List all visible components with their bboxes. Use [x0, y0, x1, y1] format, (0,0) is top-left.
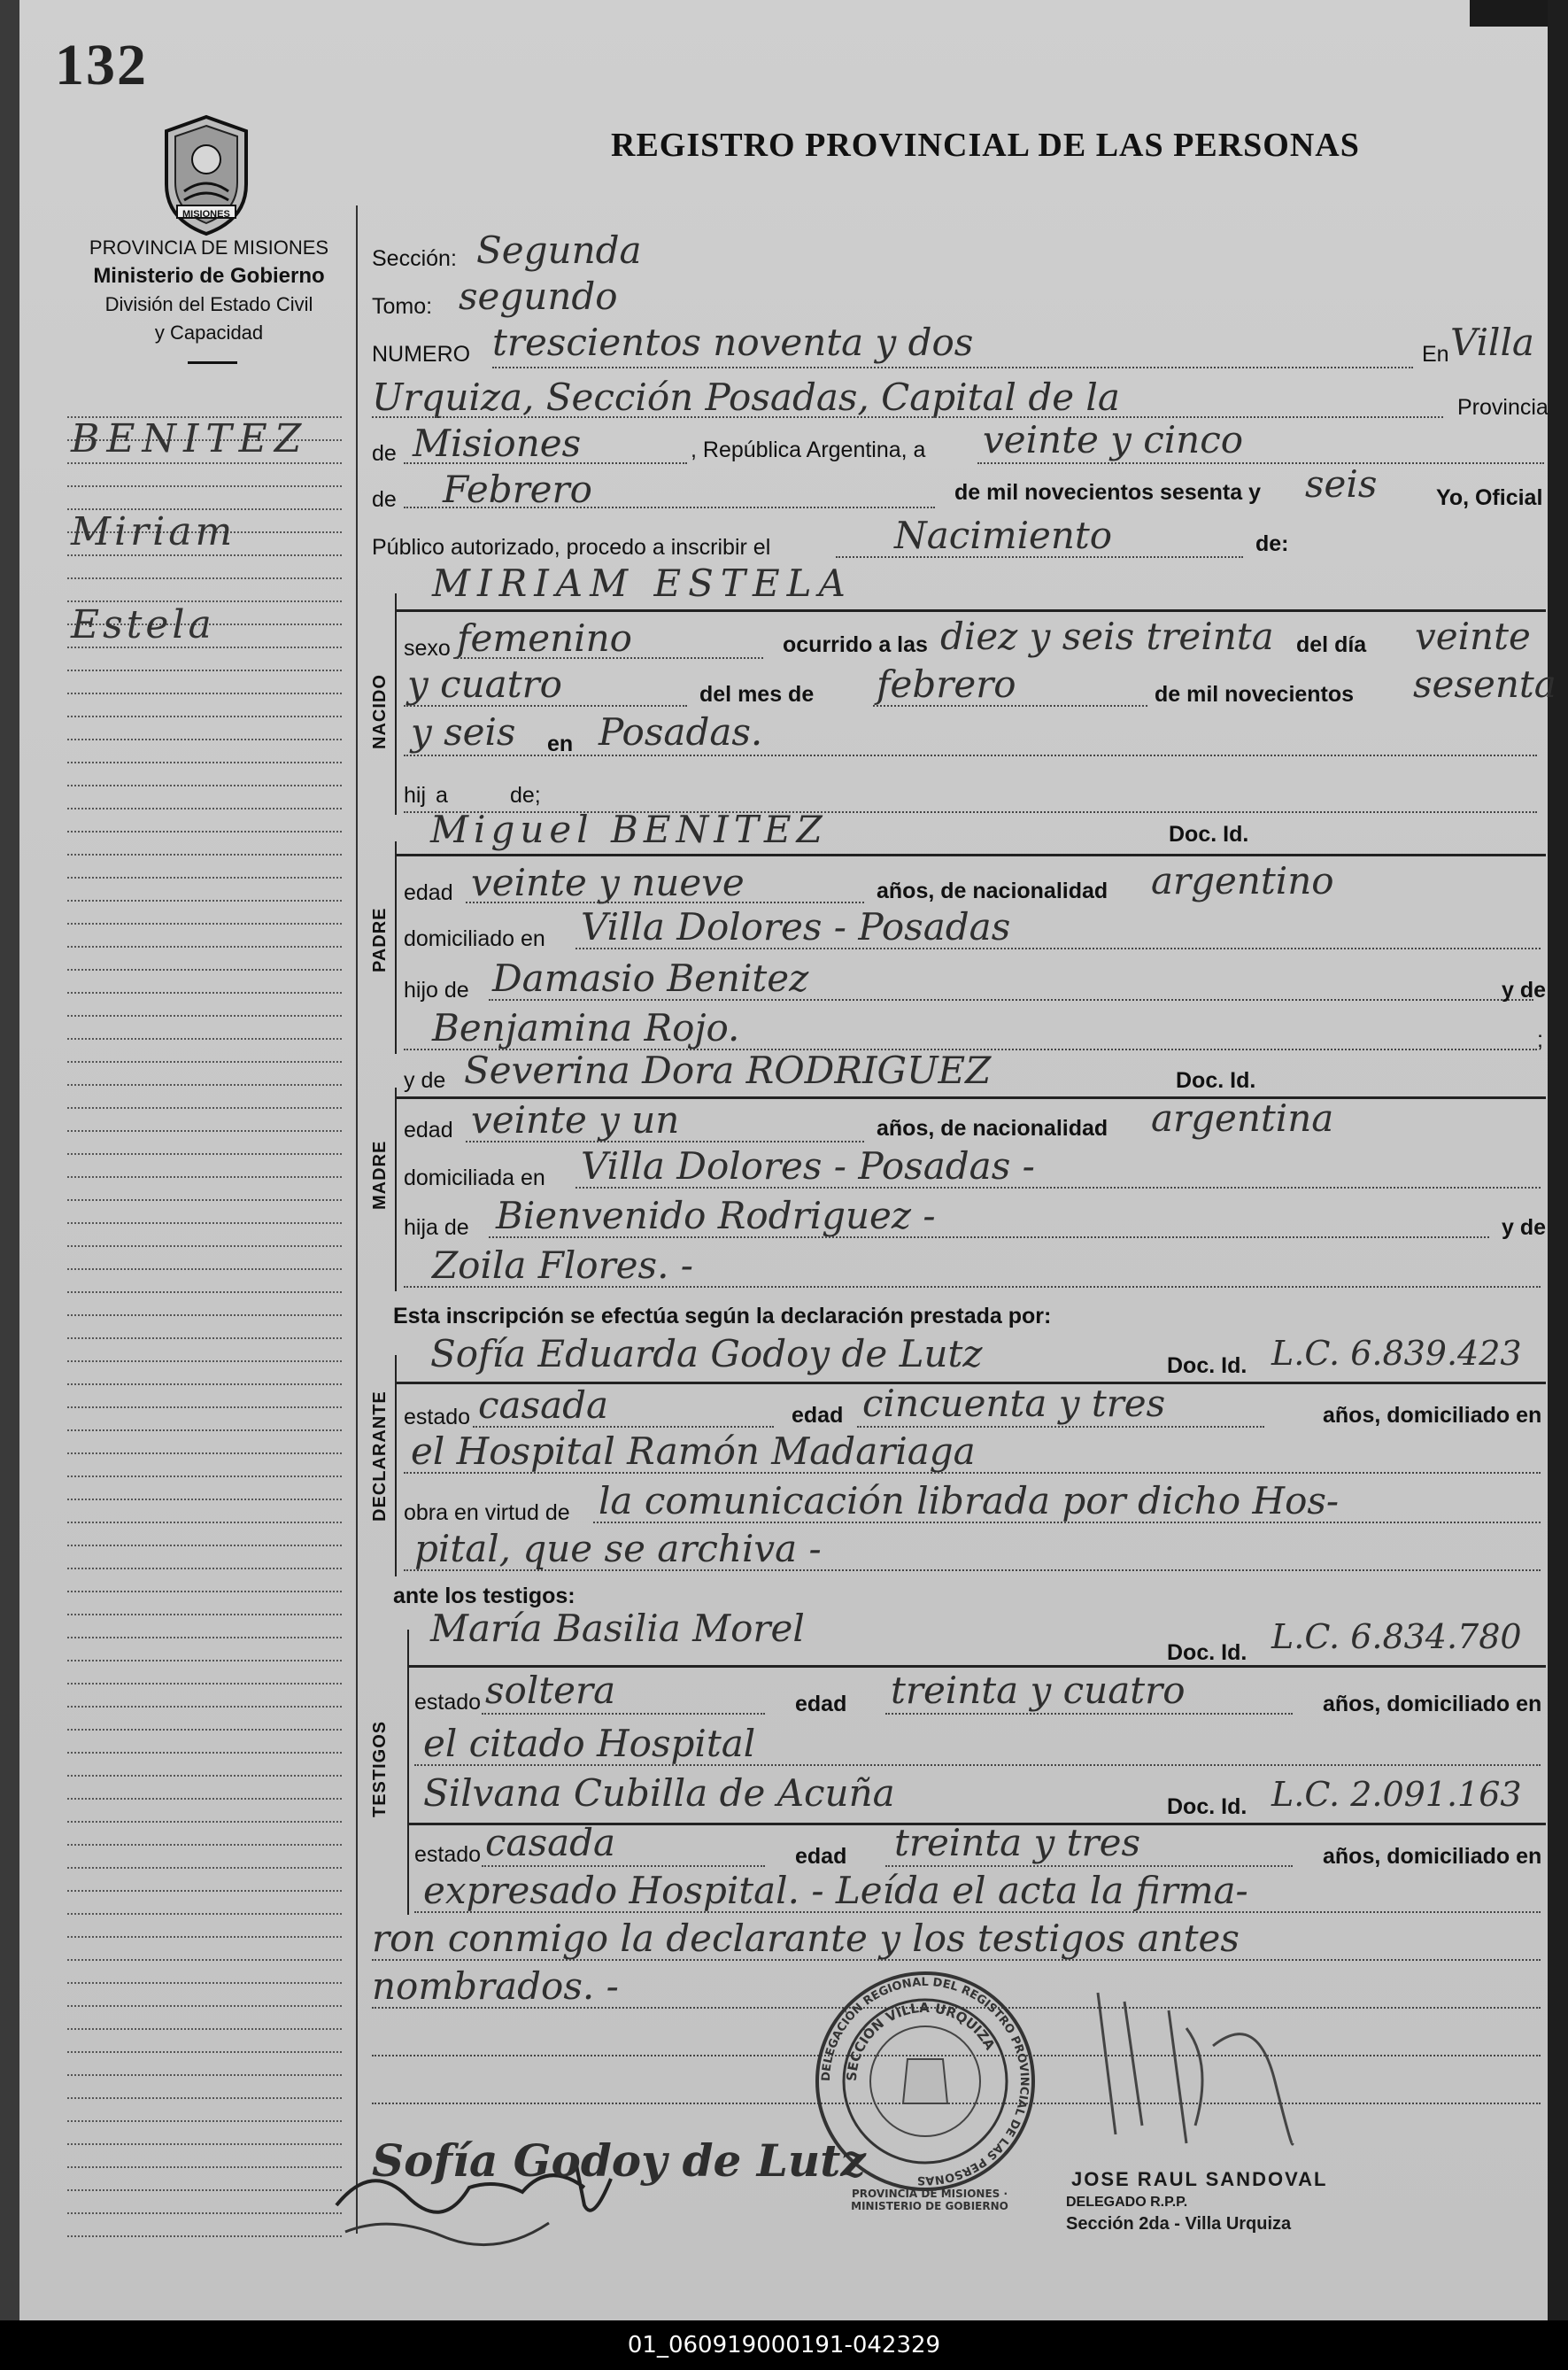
sexo-line [453, 657, 763, 659]
testigo1-edad-line [885, 1713, 1293, 1715]
declarante-edad-label: edad [792, 1403, 844, 1428]
padre-domic-label: domiciliado en [404, 926, 545, 951]
margin-ruled-line [67, 1522, 342, 1523]
document-title: REGISTRO PROVINCIAL DE LAS PERSONAS [611, 127, 1360, 164]
padre-edad-label: edad [404, 880, 453, 905]
declarante-doc-value: L.C. 6.839.423 [1271, 1334, 1522, 1373]
margin-ruled-line [67, 762, 342, 763]
margin-ruled-line [67, 1084, 342, 1086]
margin-ruled-line [67, 1890, 342, 1892]
margin-ruled-line [67, 1798, 342, 1800]
testigos-bracket [407, 1630, 409, 1915]
madre-y-de-label-2: y de [1502, 1215, 1547, 1240]
testigo1-domic-value: el citado Hospital [423, 1722, 756, 1765]
margin-ruled-line [67, 2189, 342, 2191]
madre-hija-de-value: Bienvenido Rodriguez - [496, 1194, 936, 1237]
padre-domic-line [575, 948, 1541, 949]
hij-label: hij [404, 783, 427, 808]
padre-edad-value: veinte y nueve [471, 861, 745, 904]
padre-y-de-label: y de [1502, 978, 1547, 1003]
closing-line-1: expresado Hospital. - Leída el acta la firma- [423, 1869, 1248, 1912]
margin-ruled-line [67, 1913, 342, 1915]
margin-ruled-line [67, 485, 342, 487]
nacido-bracket [395, 593, 397, 815]
declarante-estado-line [473, 1426, 774, 1428]
margin-ruled-line [67, 1683, 342, 1685]
padre-nac-label: años, de nacionalidad [877, 879, 1108, 903]
madre-domic-label: domiciliada en [404, 1166, 545, 1190]
margin-ruled-line [67, 1637, 342, 1638]
declarante-obra-line [593, 1522, 1541, 1523]
margin-ruled-line [67, 1775, 342, 1777]
testigo2-estado-value: casada [485, 1821, 616, 1864]
madre-nac-value: argentina [1151, 1096, 1334, 1140]
madre-domic-line [575, 1187, 1541, 1189]
madre-y-de-label: y de [404, 1068, 446, 1093]
declarante-nombre: Sofía Eduarda Godoy de Lutz [430, 1332, 983, 1375]
official-role: DELEGADO R.P.P. [1066, 2195, 1188, 2210]
hij-de-label: de; [510, 783, 541, 808]
hora-value: diez y seis treinta [940, 615, 1274, 658]
declarante-estado-value: casada [478, 1383, 609, 1427]
dia-nac-value-2: y cuatro [407, 662, 562, 706]
padre-nac-value: argentino [1151, 859, 1334, 902]
padre-hijo-de-value: Damasio Benitez [492, 957, 809, 1000]
org-line-capacity: y Capacidad [154, 321, 264, 344]
margin-ruled-line [67, 1959, 342, 1961]
margin-ruled-line [67, 577, 342, 579]
margin-ruled-line [67, 1153, 342, 1155]
margin-ruled-line [67, 1360, 342, 1362]
place-value: Urquiza, Sección Posadas, Capital de la [372, 376, 1120, 419]
madre-hija-de-label: hija de [404, 1215, 469, 1240]
margin-ruled-line [67, 923, 342, 925]
madre-doc-label: Doc. Id. [1176, 1068, 1256, 1093]
margin-ruled-line [67, 1614, 342, 1615]
testigo2-doc-value: L.C. 2.091.163 [1271, 1775, 1522, 1814]
binding-edge [0, 0, 19, 2320]
del-dia-label: del día [1296, 632, 1367, 657]
testigo2-edad-value: treinta y tres [894, 1821, 1141, 1864]
testigo1-domic-line [414, 1764, 1541, 1766]
provincia-value: Misiones [413, 422, 582, 465]
margin-ruled-line [67, 1982, 342, 1984]
declarante-obra-line-2 [404, 1569, 1541, 1571]
margin-ruled-line [67, 1268, 342, 1270]
org-rule [188, 361, 237, 364]
seccion-label: Sección: [372, 246, 457, 271]
testigo1-estado-line [482, 1713, 765, 1715]
en-label: En [1422, 342, 1449, 367]
margin-ruled-line [67, 877, 342, 879]
testigo2-estado-line [482, 1865, 765, 1867]
margin-ruled-line [67, 716, 342, 717]
madre-edad-label: edad [404, 1118, 453, 1142]
margin-second-name: Estela [71, 602, 215, 647]
margin-ruled-line [67, 1314, 342, 1316]
madre-bracket [395, 1088, 397, 1291]
provincia-label: Provincia [1457, 395, 1549, 420]
crest-label: MISIONES [182, 209, 230, 220]
padre-nombre: Miguel BENITEZ [430, 808, 828, 851]
lugar-nac-value: Posadas. [599, 710, 763, 754]
lugar-nac-line [404, 755, 1537, 756]
margin-ruled-line [67, 1660, 342, 1661]
padre-hijo-de-line [489, 999, 1533, 1001]
page-number: 132 [55, 33, 148, 97]
margin-ruled-line [67, 1061, 342, 1063]
numero-line [492, 367, 1413, 368]
declarante-bracket [395, 1355, 397, 1576]
nacido-top-rule [395, 609, 1546, 612]
padre-edad-line [466, 902, 864, 903]
en-value: Villa [1450, 321, 1534, 364]
dia-nac-value: veinte [1415, 615, 1531, 658]
margin-ruled-line [67, 1245, 342, 1247]
mes-nac-label: del mes de [699, 682, 815, 707]
margin-ruled-line [67, 2051, 342, 2053]
margin-ruled-line [67, 992, 342, 994]
margin-ruled-line [67, 1568, 342, 1569]
madre-nombre: Severina Dora RODRIGUEZ [464, 1049, 992, 1092]
margin-ruled-line [67, 1130, 342, 1132]
numero-label: NUMERO [372, 342, 471, 367]
madre-edad-line [466, 1141, 864, 1142]
declarant-signature-text: Sofía Godoy de Lutz [372, 2134, 866, 2187]
madre-side-label: MADRE [370, 1140, 390, 1210]
margin-ruled-line [67, 1729, 342, 1731]
hij-value: a [436, 783, 448, 808]
padre-side-label: PADRE [370, 907, 390, 972]
declarante-obra-value-2: pital, que se archiva - [414, 1527, 822, 1570]
margin-ruled-line [67, 2005, 342, 2007]
margin-ruled-line [67, 1222, 342, 1224]
closing-rule-2 [372, 1959, 1541, 1961]
testigo2-edad-label: edad [795, 1844, 847, 1869]
provincia-line [404, 462, 687, 464]
dia-value: veinte y cinco [983, 418, 1244, 461]
margin-ruled-line [67, 693, 342, 694]
testigo1-doc-value: L.C. 6.834.780 [1271, 1617, 1522, 1656]
declarante-side-label: DECLARANTE [370, 1390, 390, 1522]
testigo1-domic-label: años, domiciliado en [1323, 1692, 1542, 1716]
official-section: Sección 2da - Villa Urquiza [1066, 2214, 1292, 2234]
anio-nac-value: sesenta [1413, 662, 1556, 706]
margin-ruled-line [67, 670, 342, 671]
mil-label: de mil novecientos sesenta y [954, 480, 1261, 505]
margin-ruled-line [67, 1038, 342, 1040]
declarante-estado-label: estado [404, 1405, 471, 1429]
de-label-3: de: [1255, 531, 1289, 556]
mes-value: Febrero [443, 468, 592, 511]
margin-ruled-line [67, 1936, 342, 1938]
closing-rule-1 [414, 1911, 1541, 1913]
testigos-ante-label: ante los testigos: [393, 1584, 575, 1608]
madre-domic-value: Villa Dolores - Posadas - [581, 1144, 1035, 1188]
margin-ruled-line [67, 1867, 342, 1869]
sexo-value: femenino [457, 616, 632, 660]
margin-ruled-line [67, 1199, 342, 1201]
place-line [372, 416, 1443, 418]
witness-signature-icon [1062, 1975, 1328, 2170]
margin-ruled-line [67, 946, 342, 948]
issuing-office [58, 234, 359, 347]
acto-value: Nacimiento [894, 514, 1113, 557]
margin-ruled-line [67, 900, 342, 902]
declarante-domic-label: años, domiciliado en [1323, 1403, 1542, 1428]
testigos-side-label: TESTIGOS [370, 1720, 390, 1817]
madre-hija-de-line [489, 1236, 1489, 1238]
testigo2-nombre: Silvana Cubilla de Acuña [423, 1771, 895, 1815]
testigo1-edad-label: edad [795, 1692, 847, 1716]
margin-ruled-line [67, 831, 342, 833]
margin-ruled-line [67, 1015, 342, 1017]
testigo1-edad-value: treinta y cuatro [891, 1669, 1186, 1712]
margin-ruled-line [67, 1429, 342, 1431]
margin-ruled-line [67, 1844, 342, 1846]
margin-ruled-line [67, 2028, 342, 2030]
testigo1-doc-label: Doc. Id. [1167, 1640, 1247, 1665]
margin-ruled-line [67, 2074, 342, 2076]
margin-ruled-line [67, 1706, 342, 1708]
dia-nac-line [404, 705, 687, 707]
margin-ruled-line [67, 808, 342, 809]
margin-divider [356, 205, 358, 2234]
margin-ruled-line [67, 1452, 342, 1454]
margin-ruled-line [67, 785, 342, 786]
margin-ruled-line [67, 1337, 342, 1339]
oficial-label: Yo, Oficial [1436, 485, 1543, 510]
declarante-edad-value: cincuenta y tres [862, 1382, 1166, 1425]
margin-ruled-line [67, 969, 342, 971]
testigo2-doc-label: Doc. Id. [1167, 1794, 1247, 1819]
madre-edad-value: veinte y un [471, 1098, 680, 1142]
margin-ruled-line [67, 854, 342, 856]
org-line-ministry: Ministerio de Gobierno [93, 264, 325, 288]
margin-ruled-line [67, 2235, 342, 2237]
margin-ruled-line [67, 1383, 342, 1385]
testigo2-domic-label: años, domiciliado en [1323, 1844, 1542, 1869]
tomo-value: segundo [459, 275, 618, 318]
testigo2-edad-line [885, 1865, 1293, 1867]
declarante-obra-value: la comunicación librada por dicho Hos- [599, 1479, 1340, 1522]
margin-ruled-line [67, 1752, 342, 1754]
org-line-division: División del Estado Civil [104, 293, 313, 315]
stamp-bottom-text: PROVINCIA DE MISIONES · MINISTERIO DE GOBIERNO [851, 2188, 1008, 2212]
stamp-outer-text: DELEGACIÓN REGIONAL DEL REGISTRO PROVINCIAL DE LAS PERSONAS [819, 1975, 1031, 2188]
margin-first-name: Miriam [71, 509, 236, 554]
madre-madre-value: Zoila Flores. - [432, 1243, 693, 1287]
margin-ruled-line [67, 1176, 342, 1178]
sexo-label: sexo [404, 636, 451, 661]
org-line-province: PROVINCIA DE MISIONES [89, 236, 329, 259]
declarante-doc-label: Doc. Id. [1167, 1353, 1247, 1378]
padre-top-rule [395, 854, 1546, 856]
margin-ruled-line [67, 1499, 342, 1500]
margin-ruled-line [67, 2143, 342, 2145]
mil-nac-label: de mil novecientos [1155, 682, 1355, 707]
margin-ruled-line [67, 2166, 342, 2168]
testigo1-estado-value: soltera [485, 1669, 616, 1712]
numero-value: trescientos noventa y dos [492, 321, 974, 364]
tomo-label: Tomo: [372, 294, 433, 319]
margin-ruled-line [67, 2120, 342, 2122]
publico-label: Público autorizado, procedo a inscribir el [372, 535, 771, 560]
scan-id-footer: 01_060919000191-042329 [0, 2320, 1568, 2370]
declarante-edad-line [857, 1426, 1264, 1428]
mes-line [404, 507, 935, 508]
republica-label: , República Argentina, a [691, 438, 926, 462]
dia-line [977, 462, 1544, 464]
ocurrido-label: ocurrido a las [783, 632, 928, 657]
mes-nac-value: febrero [877, 662, 1016, 706]
padre-domic-value: Villa Dolores - Posadas [581, 905, 1011, 949]
closing-line-3: nombrados. - [372, 1964, 619, 2008]
margin-ruled-line [67, 1821, 342, 1823]
margin-ruled-line [67, 2097, 342, 2099]
padre-doc-label: Doc. Id. [1169, 822, 1249, 847]
margin-surname: BENITEZ [71, 416, 309, 461]
padre-madre-value: Benjamina Rojo. [432, 1006, 740, 1049]
stamp-inner-text: SECCIÓN VILLA URQUIZA [843, 1999, 999, 2082]
official-name: JOSE RAUL SANDOVAL [1071, 2168, 1328, 2190]
madre-nac-label: años, de nacionalidad [877, 1116, 1108, 1141]
testigo1-nombre: María Basilia Morel [430, 1607, 805, 1650]
declarante-domic-value: el Hospital Ramón Madariaga [411, 1429, 976, 1473]
testigo2-estado-label: estado [414, 1842, 482, 1867]
padre-semicolon: ; [1537, 1027, 1543, 1052]
de-label-2: de [372, 487, 397, 512]
closing-line-2: ron conmigo la declarante y los testigos antes [372, 1917, 1240, 1960]
margin-ruled-line [67, 2212, 342, 2214]
seccion-value: Segunda [476, 228, 642, 272]
margin-ruled-line [67, 739, 342, 740]
margin-ruled-line [67, 1107, 342, 1109]
inscripcion-label: Esta inscripción se efectúa según la declaración prestada por: [393, 1304, 1052, 1328]
margin-ruled-line [67, 1406, 342, 1408]
padre-hijo-de-label: hijo de [404, 978, 469, 1003]
padre-bracket [395, 841, 397, 1054]
nacido-nombre: MIRIAM ESTELA [432, 562, 853, 605]
en-nac-label: en [547, 732, 574, 756]
declarante-domic-line [404, 1472, 1541, 1474]
declarante-obra-label: obra en virtud de [404, 1500, 570, 1525]
margin-ruled-line [67, 554, 342, 556]
margin-ruled-line [67, 1291, 342, 1293]
acto-line [836, 556, 1243, 558]
madre-madre-line [404, 1286, 1541, 1288]
margin-ruled-line [67, 1545, 342, 1546]
margin-ruled-line [67, 1591, 342, 1592]
right-edge [1548, 0, 1568, 2320]
margin-ruled-line [67, 1475, 342, 1477]
margin-ruled-line [67, 462, 342, 464]
nacido-side-label: NACIDO [370, 674, 390, 749]
anio-value: seis [1305, 462, 1378, 506]
testigo1-estado-label: estado [414, 1690, 482, 1715]
de-label: de [372, 441, 397, 466]
anio-nac-value-2: y seis [411, 710, 516, 754]
mes-nac-line [873, 705, 1147, 707]
testigos-top-rule [407, 1665, 1546, 1668]
